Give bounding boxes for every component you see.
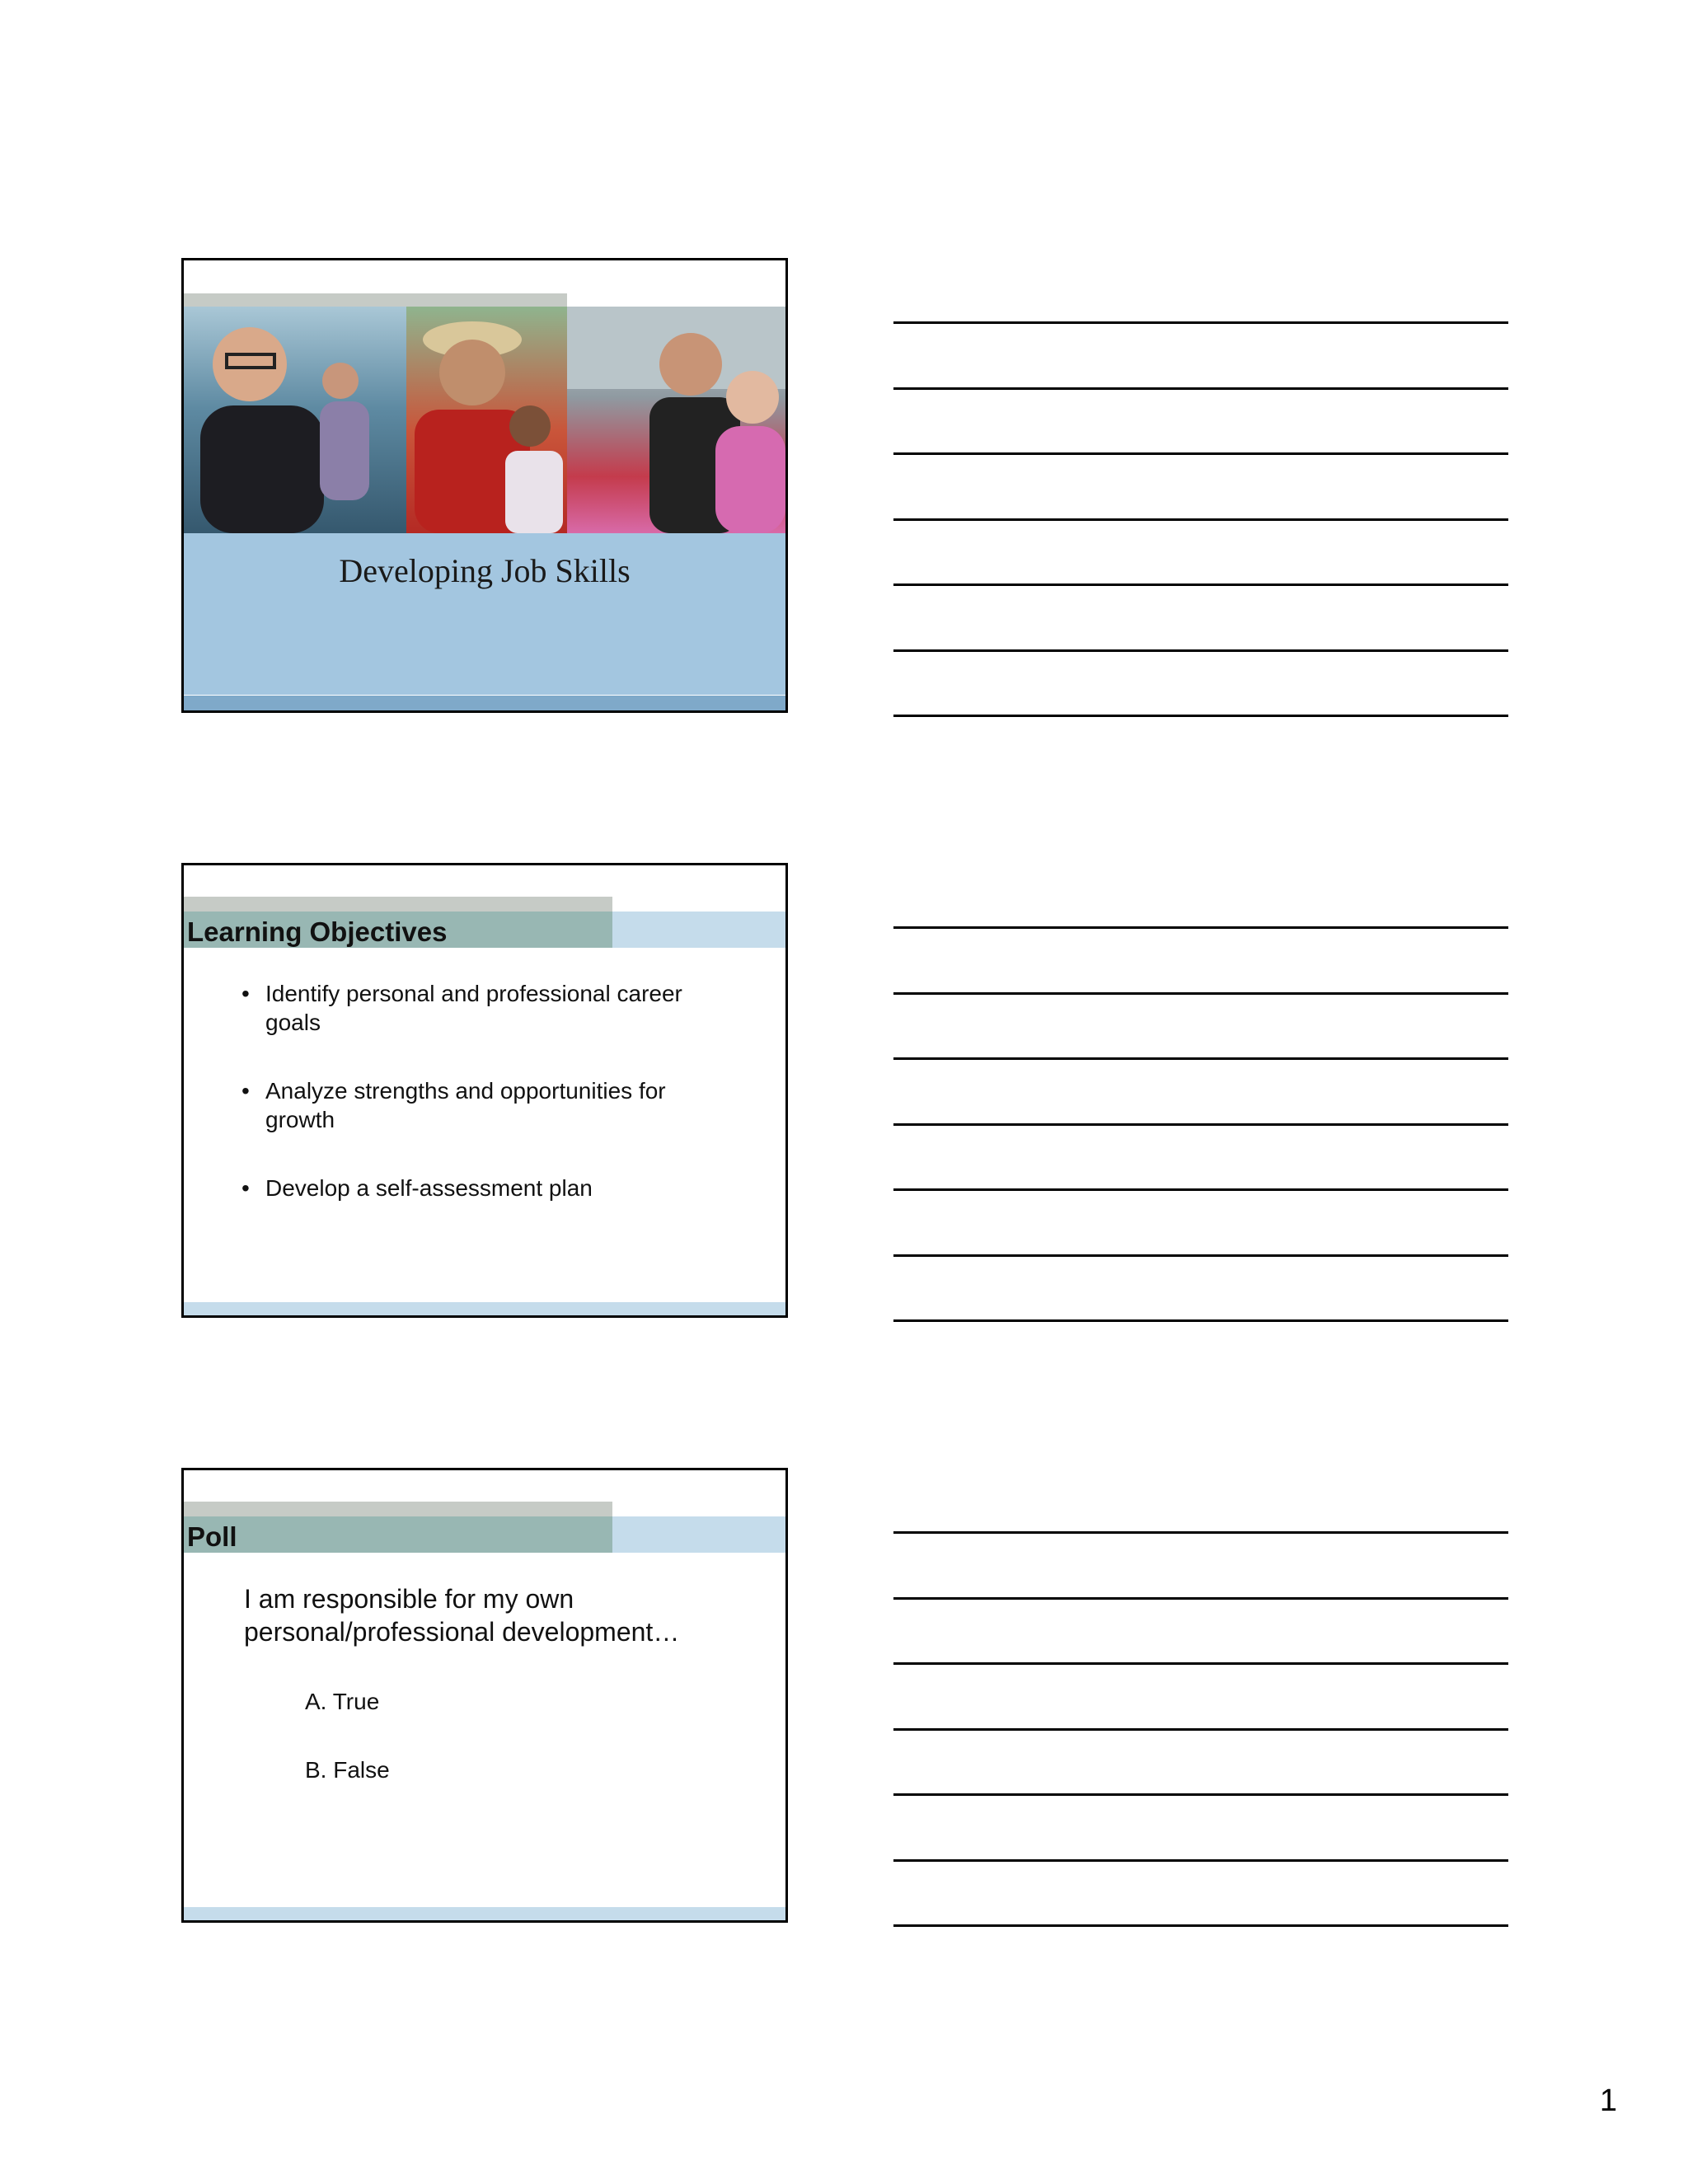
note-line: [893, 1728, 1508, 1731]
photo-man-glasses: [184, 307, 406, 533]
note-line: [893, 1662, 1508, 1665]
list-item: • Identify personal and professional career goals: [241, 979, 720, 1037]
slide-title: Developing Job Skills: [339, 552, 631, 589]
note-line: [893, 1531, 1508, 1534]
page-number: 1: [1599, 2083, 1617, 2118]
note-line: [893, 1859, 1508, 1862]
footer-bar: [184, 1907, 785, 1920]
note-line: [893, 1057, 1508, 1060]
slide-thumbnail-1: [181, 258, 788, 713]
note-line: [893, 715, 1508, 717]
slide-title: Learning Objectives: [187, 916, 448, 947]
photo-father-child: [567, 307, 785, 533]
poll-question: I am responsible for my own personal/professional development…: [244, 1584, 680, 1647]
note-line: [893, 1254, 1508, 1257]
poll-option-a: A. True: [305, 1689, 380, 1714]
list-item: • Analyze strengths and opportunities for growth: [241, 1076, 720, 1134]
header-bar-dark: [184, 1516, 612, 1553]
slide-title: Poll: [187, 1521, 237, 1552]
note-line: [893, 1188, 1508, 1191]
photo-women: [406, 307, 567, 533]
note-line: [893, 583, 1508, 586]
people-photo-banner: [184, 307, 785, 533]
header-bar-gray: [184, 897, 612, 912]
note-line: [893, 452, 1508, 455]
note-line: [893, 1319, 1508, 1322]
note-line: [893, 1597, 1508, 1600]
list-item: • Develop a self-assessment plan: [241, 1174, 720, 1202]
note-line: [893, 387, 1508, 390]
footer-bar: [184, 696, 785, 710]
note-line: [893, 518, 1508, 521]
slide-thumbnail-3: [181, 1468, 788, 1923]
note-line: [893, 1924, 1508, 1927]
note-line: [893, 1123, 1508, 1126]
note-line: [893, 992, 1508, 995]
slide-thumbnail-2: [181, 863, 788, 1318]
note-line: [893, 649, 1508, 652]
footer-bar: [184, 1302, 785, 1315]
decorative-bar: [184, 293, 567, 307]
note-line: [893, 926, 1508, 929]
note-line: [893, 1793, 1508, 1796]
header-bar-gray: [184, 1502, 612, 1516]
objectives-list: [241, 979, 720, 1202]
note-line: [893, 321, 1508, 324]
poll-option-b: B. False: [305, 1757, 390, 1783]
